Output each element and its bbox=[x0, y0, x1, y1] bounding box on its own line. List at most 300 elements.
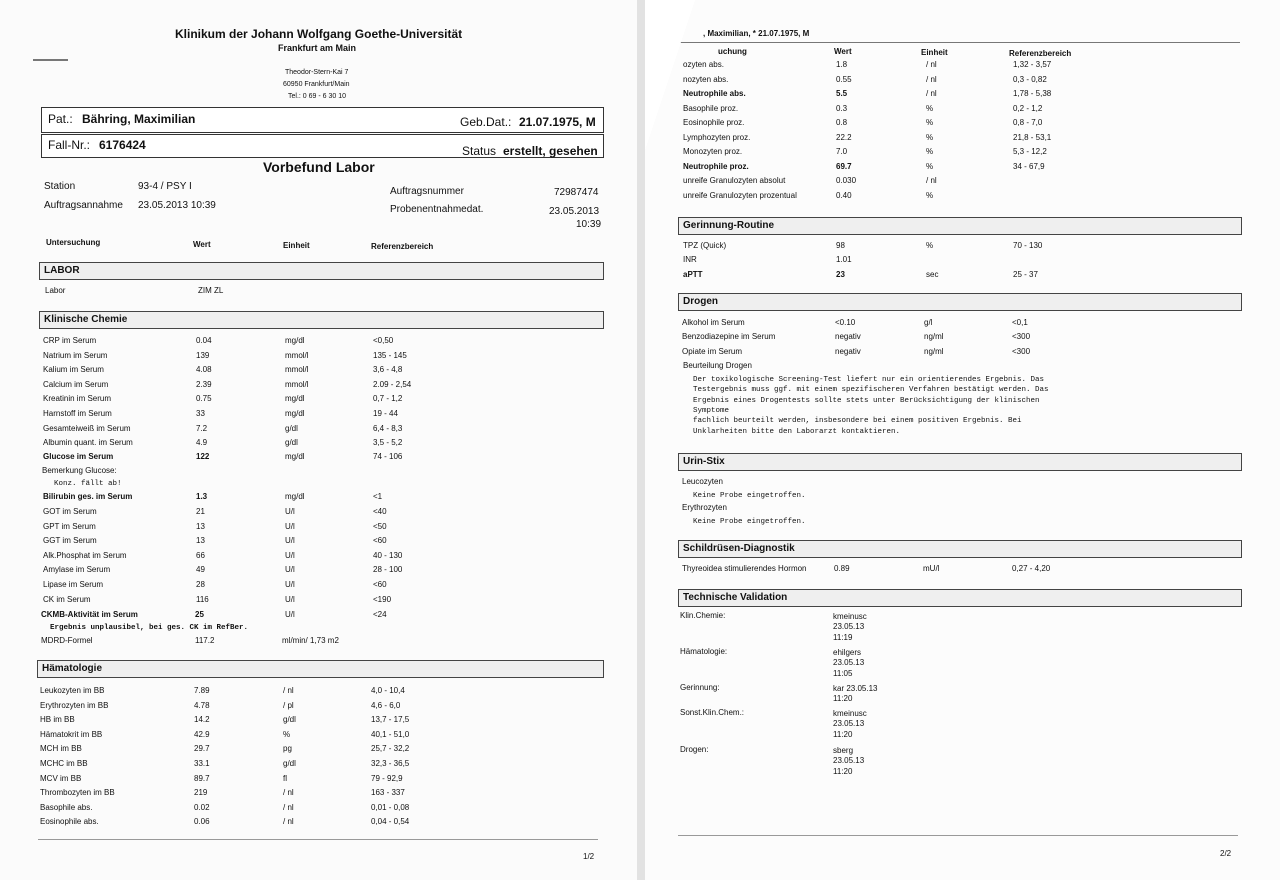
test-ref: 1,78 - 5,38 bbox=[1013, 89, 1052, 98]
test-unit: / nl bbox=[283, 788, 294, 798]
test-ref: 79 - 92,9 bbox=[371, 773, 403, 783]
patient-box bbox=[41, 107, 604, 133]
header-patient: , Maximilian, * 21.07.1975, M bbox=[703, 29, 810, 38]
test-unit: U/l bbox=[285, 610, 295, 619]
test-unit: % bbox=[926, 118, 934, 127]
col-header-test: uchung bbox=[718, 47, 747, 56]
table-row bbox=[645, 58, 1280, 72]
table-row bbox=[645, 189, 1280, 203]
validation-value: 23.05.13 bbox=[833, 756, 865, 766]
table-row bbox=[645, 330, 1280, 344]
test-ref: <1 bbox=[373, 492, 383, 501]
col-header-unit: Einheit bbox=[283, 241, 310, 250]
header-rule bbox=[680, 42, 1240, 43]
test-ref: 74 - 106 bbox=[373, 452, 403, 461]
glucose-note-label: Bemerkung Glucose: bbox=[42, 466, 117, 475]
drug-eval-line: fachlich beurteilt werden, insbesondere bei einem positiven Ergebnis. Bei bbox=[693, 417, 1022, 426]
test-value: 0.55 bbox=[836, 74, 852, 84]
test-name: Lymphozyten proz. bbox=[683, 132, 751, 142]
page-number: 2/2 bbox=[1220, 849, 1232, 858]
test-value: 7.89 bbox=[194, 686, 210, 695]
test-value: 1.01 bbox=[836, 255, 852, 265]
test-name: Neutrophile abs. bbox=[683, 89, 746, 98]
test-value: <0.10 bbox=[835, 318, 856, 327]
test-name: Hämatokrit im BB bbox=[40, 729, 103, 739]
station-value: 93-4 / PSY I bbox=[138, 181, 192, 192]
test-ref: 0,04 - 0,54 bbox=[371, 817, 410, 827]
test-ref: 3,6 - 4,8 bbox=[373, 365, 403, 375]
sample-time-value: 10:39 bbox=[576, 219, 602, 230]
table-row bbox=[645, 145, 1280, 159]
glucose-note-text: Konz. fällt ab! bbox=[54, 480, 122, 488]
test-value: 1.8 bbox=[836, 60, 848, 69]
validation-value: 23.05.13 bbox=[833, 658, 865, 668]
test-name: Kalium im Serum bbox=[43, 365, 104, 375]
sample-date-label: Probenentnahmedat. bbox=[390, 204, 484, 215]
col-header-value: Wert bbox=[193, 240, 211, 249]
validation-value: 11:05 bbox=[833, 668, 853, 678]
test-name: Albumin quant. im Serum bbox=[43, 438, 133, 448]
validation-value: 23.05.13 bbox=[833, 719, 865, 729]
table-row bbox=[645, 345, 1280, 359]
test-value: 33 bbox=[196, 409, 205, 418]
test-value: 0.40 bbox=[836, 190, 852, 200]
test-ref: 0,3 - 0,82 bbox=[1013, 74, 1047, 84]
section-drugs: Drogen bbox=[678, 293, 1242, 311]
address-line-3: Tel.: 0 69 - 6 30 10 bbox=[288, 93, 346, 100]
test-unit: g/l bbox=[924, 318, 933, 327]
patient-name: Bähring, Maximilian bbox=[82, 112, 196, 126]
test-name: unreife Granulozyten prozentual bbox=[683, 190, 797, 200]
test-unit: U/l bbox=[285, 594, 295, 604]
test-ref: <60 bbox=[373, 536, 387, 546]
footer-rule bbox=[678, 835, 1238, 836]
test-ref: 40,1 - 51,0 bbox=[371, 729, 410, 739]
test-unit: % bbox=[926, 241, 934, 250]
test-value: 0.3 bbox=[836, 103, 848, 113]
validation-label: Hämatologie: bbox=[680, 647, 728, 656]
test-value: 122 bbox=[196, 452, 210, 461]
test-value: 69.7 bbox=[836, 161, 852, 171]
test-unit: mg/dl bbox=[285, 492, 305, 501]
test-name: Alkohol im Serum bbox=[682, 318, 745, 327]
table-row bbox=[0, 549, 637, 563]
table-row bbox=[0, 593, 637, 607]
validation-value: 11:20 bbox=[833, 766, 853, 776]
test-unit: pg bbox=[283, 744, 292, 754]
table-row bbox=[0, 786, 637, 800]
table-row bbox=[0, 713, 637, 727]
test-unit: % bbox=[283, 729, 291, 739]
footer-rule bbox=[38, 839, 598, 840]
document-title: Vorbefund Labor bbox=[263, 159, 375, 175]
table-row bbox=[0, 349, 637, 363]
table-row bbox=[0, 815, 637, 829]
test-unit: mmol/l bbox=[285, 365, 309, 375]
table-row bbox=[0, 363, 637, 377]
torn-corner bbox=[645, 0, 695, 150]
section-labor: LABOR bbox=[39, 262, 604, 280]
case-box bbox=[41, 134, 604, 158]
validation-label: Drogen: bbox=[680, 745, 709, 754]
table-row bbox=[645, 174, 1280, 188]
test-unit: / nl bbox=[926, 74, 937, 84]
case-number: 6176424 bbox=[99, 138, 146, 152]
validation-value: kar 23.05.13 bbox=[833, 684, 878, 693]
test-unit: / pl bbox=[283, 700, 294, 710]
table-row bbox=[645, 131, 1280, 145]
test-unit: g/dl bbox=[283, 759, 296, 768]
test-unit: mg/dl bbox=[285, 409, 305, 418]
test-value: 33.1 bbox=[194, 759, 210, 768]
section-thyroid: Schildrüsen-Diagnostik bbox=[678, 540, 1242, 558]
test-name: Harnstoff im Serum bbox=[43, 409, 112, 418]
test-ref: 0,7 - 1,2 bbox=[373, 394, 403, 404]
test-value: 23 bbox=[836, 269, 845, 279]
table-row bbox=[0, 563, 637, 577]
test-ref: 0,01 - 0,08 bbox=[371, 802, 410, 812]
test-unit: % bbox=[926, 190, 934, 200]
urine-ery-label: Erythrozyten bbox=[682, 503, 727, 512]
test-name: INR bbox=[683, 255, 697, 265]
test-unit: / nl bbox=[283, 802, 294, 812]
page-number: 1/2 bbox=[583, 852, 595, 861]
validation-value: sberg bbox=[833, 746, 854, 755]
address-line-2: 60950 Frankfurt/Main bbox=[283, 81, 350, 88]
table-row bbox=[0, 378, 637, 392]
test-value: 0.8 bbox=[836, 118, 848, 127]
test-value: 1.3 bbox=[196, 492, 208, 501]
test-value: 0.02 bbox=[194, 802, 210, 812]
test-name: Bilirubin ges. im Serum bbox=[43, 492, 133, 501]
test-value: negativ bbox=[835, 332, 861, 342]
test-value: 22.2 bbox=[836, 132, 852, 142]
test-ref: 32,3 - 36,5 bbox=[371, 759, 410, 768]
test-value: negativ bbox=[835, 346, 861, 356]
test-unit: mg/dl bbox=[285, 452, 305, 461]
test-ref: <300 bbox=[1012, 346, 1031, 356]
test-ref: 25,7 - 32,2 bbox=[371, 744, 410, 754]
validation-value: 11:19 bbox=[833, 632, 853, 642]
test-value: 29.7 bbox=[194, 744, 210, 754]
validation-value: 11:20 bbox=[833, 729, 853, 739]
table-row bbox=[0, 699, 637, 713]
test-value: 13 bbox=[196, 521, 205, 531]
order-number-label: Auftragsnummer bbox=[390, 186, 464, 197]
order-number-value: 72987474 bbox=[554, 187, 599, 198]
test-ref: 21,8 - 53,1 bbox=[1013, 132, 1052, 142]
test-ref: 0,2 - 1,2 bbox=[1013, 103, 1043, 113]
section-urine: Urin-Stix bbox=[678, 453, 1242, 471]
test-name: GOT im Serum bbox=[43, 507, 97, 516]
test-unit: U/l bbox=[285, 521, 295, 531]
test-ref: 4,6 - 6,0 bbox=[371, 700, 401, 710]
test-value: 0.06 bbox=[194, 817, 210, 827]
test-name: Lipase im Serum bbox=[43, 580, 104, 589]
test-ref: <190 bbox=[373, 594, 392, 604]
hospital-name: Klinikum der Johann Wolfgang Goethe-Universität bbox=[175, 27, 463, 41]
section-technical-validation: Technische Validation bbox=[678, 589, 1242, 607]
test-name: GPT im Serum bbox=[43, 521, 96, 531]
test-ref: 28 - 100 bbox=[373, 565, 403, 575]
test-name: Thyreoidea stimulierendes Hormon bbox=[682, 564, 807, 573]
validation-value: kmeinusc bbox=[833, 612, 867, 621]
section-coagulation: Gerinnung-Routine bbox=[678, 217, 1242, 235]
table-row bbox=[645, 87, 1280, 101]
test-name: CRP im Serum bbox=[43, 336, 97, 345]
validation-label: Klin.Chemie: bbox=[680, 611, 726, 620]
test-name: Basophile abs. bbox=[40, 802, 93, 812]
table-row bbox=[0, 742, 637, 756]
test-name: Eosinophile abs. bbox=[40, 817, 99, 827]
urine-leuco-label: Leucozyten bbox=[682, 477, 723, 486]
table-row bbox=[645, 268, 1280, 282]
test-ref: 4,0 - 10,4 bbox=[371, 686, 405, 695]
test-name: Gesamteiweiß im Serum bbox=[43, 423, 131, 433]
table-row bbox=[645, 160, 1280, 174]
test-ref: 135 - 145 bbox=[373, 350, 407, 360]
test-name: GGT im Serum bbox=[43, 536, 97, 546]
test-name: ozyten abs. bbox=[683, 60, 724, 69]
test-name: Leukozyten im BB bbox=[40, 686, 105, 695]
test-value: 7.2 bbox=[196, 423, 208, 433]
test-name: Kreatinin im Serum bbox=[43, 394, 112, 404]
col-header-ref: Referenzbereich bbox=[1009, 49, 1072, 58]
test-name: Erythrozyten im BB bbox=[40, 700, 109, 710]
test-value: 139 bbox=[196, 350, 210, 360]
document-page-1 bbox=[0, 0, 637, 880]
page-gutter bbox=[637, 0, 645, 880]
test-name: MCHC im BB bbox=[40, 759, 88, 768]
table-row bbox=[645, 239, 1280, 253]
test-value: 42.9 bbox=[194, 729, 210, 739]
table-row bbox=[0, 505, 637, 519]
test-name: Alk.Phosphat im Serum bbox=[43, 550, 127, 560]
test-name: Labor bbox=[45, 286, 66, 295]
table-row bbox=[645, 116, 1280, 130]
test-value: 25 bbox=[195, 610, 204, 619]
test-unit: % bbox=[926, 147, 934, 156]
sample-date-value: 23.05.2013 bbox=[549, 206, 600, 217]
test-ref: <24 bbox=[373, 610, 387, 619]
test-unit: sec bbox=[926, 269, 939, 279]
test-ref: 6,4 - 8,3 bbox=[373, 423, 403, 433]
test-name: unreife Granulozyten absolut bbox=[683, 176, 786, 185]
test-unit: g/dl bbox=[285, 438, 298, 448]
test-unit: ng/ml bbox=[924, 332, 944, 342]
table-row bbox=[0, 578, 637, 592]
test-unit: / nl bbox=[283, 686, 294, 695]
table-row bbox=[0, 728, 637, 742]
validation-value: kmeinusc bbox=[833, 709, 867, 718]
order-accept-value: 23.05.2013 10:39 bbox=[138, 200, 216, 211]
test-ref: 3,5 - 5,2 bbox=[373, 438, 403, 448]
test-value: 5.5 bbox=[836, 89, 848, 98]
document-page-2 bbox=[645, 0, 1280, 880]
test-unit: ml/min/ 1,73 m2 bbox=[282, 636, 339, 645]
drug-eval-line: Symptome bbox=[693, 406, 730, 415]
test-value: 4.78 bbox=[194, 700, 210, 710]
test-value: 21 bbox=[196, 507, 205, 516]
test-unit: U/l bbox=[285, 550, 295, 560]
test-value: 116 bbox=[196, 594, 209, 604]
test-ref: 34 - 67,9 bbox=[1013, 161, 1045, 171]
test-ref: <40 bbox=[373, 507, 387, 516]
hospital-city: Frankfurt am Main bbox=[278, 43, 357, 53]
test-unit: % bbox=[926, 132, 934, 142]
validation-label: Gerinnung: bbox=[680, 683, 720, 692]
test-unit: g/dl bbox=[285, 423, 298, 433]
drug-eval-line: Ergebnis eines Drogentests sollte stets unter Berücksichtigung der klinischen bbox=[693, 396, 1040, 405]
validation-label: Sonst.Klin.Chem.: bbox=[680, 708, 745, 717]
test-value: 2.39 bbox=[196, 379, 212, 389]
section-haematology: Hämatologie bbox=[37, 660, 604, 678]
test-unit: mU/l bbox=[923, 564, 940, 573]
table-row bbox=[0, 684, 637, 698]
test-unit: / nl bbox=[283, 817, 294, 827]
test-name: Calcium im Serum bbox=[43, 379, 109, 389]
validation-value: 23.05.13 bbox=[833, 622, 865, 632]
test-name: Natrium im Serum bbox=[43, 350, 108, 360]
table-row bbox=[645, 316, 1280, 330]
ckmb-note: Ergebnis unplausibel, bei ges. CK im RefBer. bbox=[50, 624, 249, 632]
table-row bbox=[0, 534, 637, 548]
test-value: 0.89 bbox=[834, 564, 850, 573]
table-row-ckmb bbox=[0, 608, 637, 622]
test-name: Benzodiazepine im Serum bbox=[682, 332, 776, 342]
test-value: 0.030 bbox=[836, 176, 857, 185]
test-value: 28 bbox=[196, 580, 205, 589]
test-value: 14.2 bbox=[194, 715, 210, 725]
urine-leuco-text: Keine Probe eingetroffen. bbox=[693, 492, 806, 500]
test-value: 89.7 bbox=[194, 773, 210, 783]
test-unit: / nl bbox=[926, 176, 937, 185]
test-ref: 0,27 - 4,20 bbox=[1012, 564, 1051, 573]
test-name: Basophile proz. bbox=[683, 103, 739, 113]
test-ref: 19 - 44 bbox=[373, 409, 398, 418]
test-unit: U/l bbox=[285, 580, 295, 589]
test-name: nozyten abs. bbox=[683, 74, 729, 84]
test-value: 98 bbox=[836, 241, 845, 250]
test-name: CKMB-Aktivität im Serum bbox=[41, 610, 138, 619]
table-row bbox=[0, 392, 637, 406]
dob-label: Geb.Dat.: bbox=[460, 115, 512, 129]
table-row bbox=[0, 436, 637, 450]
test-name: TPZ (Quick) bbox=[683, 241, 727, 250]
case-label: Fall-Nr.: bbox=[48, 138, 90, 152]
test-ref: <0,1 bbox=[1012, 318, 1028, 327]
table-row-glucose bbox=[0, 450, 637, 464]
test-name: MDRD-Formel bbox=[41, 636, 93, 645]
order-accept-label: Auftragsannahme bbox=[44, 200, 123, 211]
test-ref: 1,32 - 3,57 bbox=[1013, 60, 1052, 69]
test-unit: % bbox=[926, 103, 934, 113]
test-value: ZIM ZL bbox=[198, 286, 224, 295]
table-row bbox=[0, 757, 637, 771]
urine-ery-text: Keine Probe eingetroffen. bbox=[693, 518, 806, 526]
patient-label: Pat.: bbox=[48, 112, 73, 126]
dob-value: 21.07.1975, M bbox=[519, 115, 596, 129]
test-name: Glucose im Serum bbox=[43, 452, 114, 461]
col-header-test: Untersuchung bbox=[46, 238, 101, 247]
test-name: MCV im BB bbox=[40, 773, 82, 783]
test-value: 7.0 bbox=[836, 147, 848, 156]
test-unit: fl bbox=[283, 773, 287, 783]
test-value: 219 bbox=[194, 788, 208, 798]
test-ref: 163 - 337 bbox=[371, 788, 405, 798]
test-unit: U/l bbox=[285, 565, 295, 575]
test-name: aPTT bbox=[683, 269, 703, 279]
address-line-1: Theodor-Stern-Kai 7 bbox=[285, 69, 349, 76]
test-name: HB im BB bbox=[40, 715, 75, 725]
validation-value: ehilgers bbox=[833, 648, 862, 657]
test-value: 13 bbox=[196, 536, 205, 546]
test-ref: 70 - 130 bbox=[1013, 241, 1043, 250]
table-row bbox=[645, 73, 1280, 87]
drug-eval-line: Unklarheiten bitte den Laborarzt kontaktieren. bbox=[693, 427, 901, 436]
table-row-tsh bbox=[645, 562, 1280, 576]
test-name: Thrombozyten im BB bbox=[40, 788, 115, 798]
test-name: Monozyten proz. bbox=[683, 147, 743, 156]
drug-eval-line: Testergebnis muss ggf. mit einem spezifischeren Verfahren bestätigt werden. Das bbox=[693, 386, 1049, 395]
test-ref: 40 - 130 bbox=[373, 550, 403, 560]
table-row bbox=[0, 284, 637, 298]
drug-eval-line: Der toxikologische Screening-Test liefert nur ein orientierendes Ergebnis. Das bbox=[693, 376, 1045, 384]
table-row bbox=[0, 801, 637, 815]
test-value: 0.75 bbox=[196, 394, 212, 404]
test-ref: <300 bbox=[1012, 332, 1031, 342]
section-clinical-chemistry: Klinische Chemie bbox=[39, 311, 604, 329]
test-value: 4.08 bbox=[196, 365, 212, 375]
test-name: CK im Serum bbox=[43, 594, 91, 604]
test-unit: g/dl bbox=[283, 715, 296, 725]
col-header-ref: Referenzbereich bbox=[371, 242, 434, 251]
test-ref: <0,50 bbox=[373, 336, 394, 345]
test-unit: mg/dl bbox=[285, 336, 305, 345]
status-value: erstellt, gesehen bbox=[503, 144, 598, 158]
test-ref: 2.09 - 2,54 bbox=[373, 379, 412, 389]
table-row bbox=[0, 772, 637, 786]
test-value: 0.04 bbox=[196, 336, 212, 345]
table-row bbox=[0, 407, 637, 421]
drug-eval-label: Beurteilung Drogen bbox=[683, 361, 752, 370]
test-value: 4.9 bbox=[196, 438, 208, 448]
status-label: Status bbox=[462, 144, 497, 158]
validation-value: 11:20 bbox=[833, 694, 853, 704]
table-row bbox=[0, 422, 637, 436]
test-ref: <50 bbox=[373, 521, 387, 531]
test-unit: ng/ml bbox=[924, 346, 944, 356]
test-ref: 5,3 - 12,2 bbox=[1013, 147, 1047, 156]
test-name: Eosinophile proz. bbox=[683, 118, 745, 127]
station-label: Station bbox=[44, 181, 76, 192]
table-row bbox=[0, 520, 637, 534]
test-unit: mmol/l bbox=[285, 379, 309, 389]
test-unit: U/l bbox=[285, 536, 295, 546]
test-name: Opiate im Serum bbox=[682, 346, 743, 356]
table-row-bilirubin bbox=[0, 490, 637, 504]
test-value: 66 bbox=[196, 550, 205, 560]
table-row-mdrd bbox=[0, 634, 637, 648]
test-name: Amylase im Serum bbox=[43, 565, 111, 575]
test-name: Neutrophile proz. bbox=[683, 161, 749, 171]
col-header-unit: Einheit bbox=[921, 48, 948, 57]
test-name: MCH im BB bbox=[40, 744, 82, 754]
table-row bbox=[645, 253, 1280, 267]
test-ref: 25 - 37 bbox=[1013, 269, 1038, 279]
test-unit: U/l bbox=[285, 507, 295, 516]
test-value: 49 bbox=[196, 565, 205, 575]
